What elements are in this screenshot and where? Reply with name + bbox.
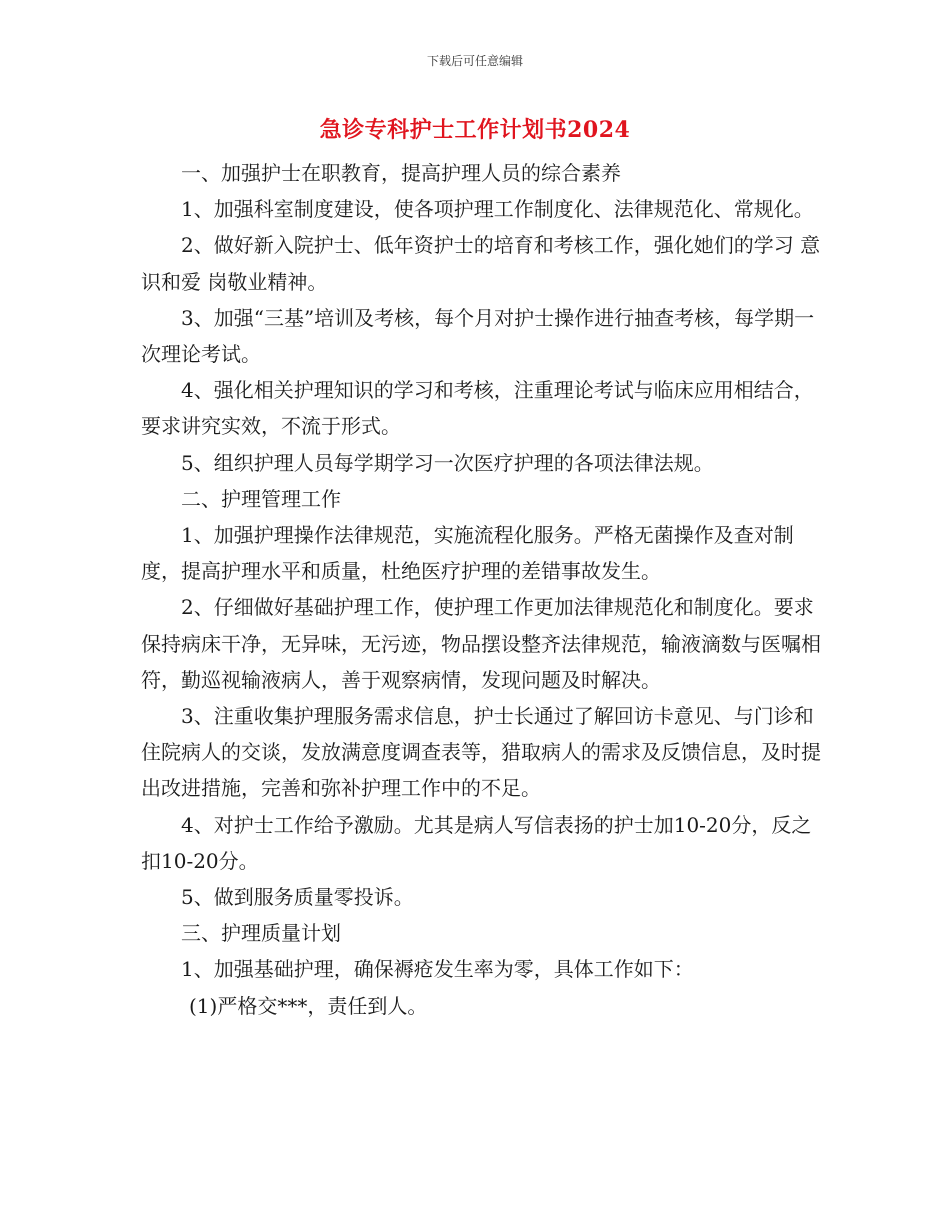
paragraph: 1、加强科室制度建设，使各项护理工作制度化、法律规范化、常规化。: [181, 197, 814, 222]
paragraph: 3、加强“三基”培训及考核，每个月对护士操作进行抽查考核，每学期一次理论考试。: [141, 305, 815, 367]
document-title: 急诊专科护士工作计划书2024: [319, 117, 631, 143]
paragraph: 5、组织护理人员每学期学习一次医疗护理的各项法律法规。: [181, 450, 714, 475]
paragraph: 1、加强基础护理，确保褥疮发生率为零，具体工作如下：: [181, 957, 694, 982]
paragraph: 2、仔细做好基础护理工作，使护理工作更加法律规范化和制度化。要求保持病床干净，无异味，无污迹，物品摆设整齐法律规范，输液滴数与医嘱相符，勤巡视输液病人，善于观察病情，发现问题及时解决。: [141, 595, 821, 692]
section-heading-2: 二、护理管理工作: [181, 486, 341, 511]
paragraph: 4、对护士工作给予激励。尤其是病人写信表扬的护士加10-20分，反之扣10-20分。: [141, 812, 812, 873]
paragraph: 1、加强护理操作法律规范，实施流程化服务。严格无菌操作及查对制度，提高护理水平和质量，杜绝医疗护理的差错事故发生。: [141, 523, 794, 584]
page-header: 下载后可任意编辑: [426, 54, 523, 68]
paragraph: 3、注重收集护理服务需求信息，护士长通过了解回访卡意见、与门诊和住院病人的交谈，发放满意度调查表等，猎取病人的需求及反馈信息，及时提出改进措施，完善和弥补护理工作中的不足。: [141, 704, 821, 801]
section-heading-3: 三、护理质量计划: [181, 921, 341, 946]
paragraph: 2、做好新入院护士、低年资护士的培育和考核工作，强化她们的学习 意识和爱 岗敬业精神。: [141, 233, 821, 294]
sub-item: (1)严格交***，责任到人。: [189, 993, 428, 1018]
document-body: [141, 155, 821, 1024]
paragraph: 4、强化相关护理知识的学习和考核，注重理论考试与临床应用相结合，要求讲究实效，不流于形式。: [141, 378, 814, 439]
section-heading-1: 一、加强护士在职教育，提高护理人员的综合素养: [181, 161, 621, 185]
paragraph: 5、做到服务质量零投诉。: [181, 885, 414, 910]
